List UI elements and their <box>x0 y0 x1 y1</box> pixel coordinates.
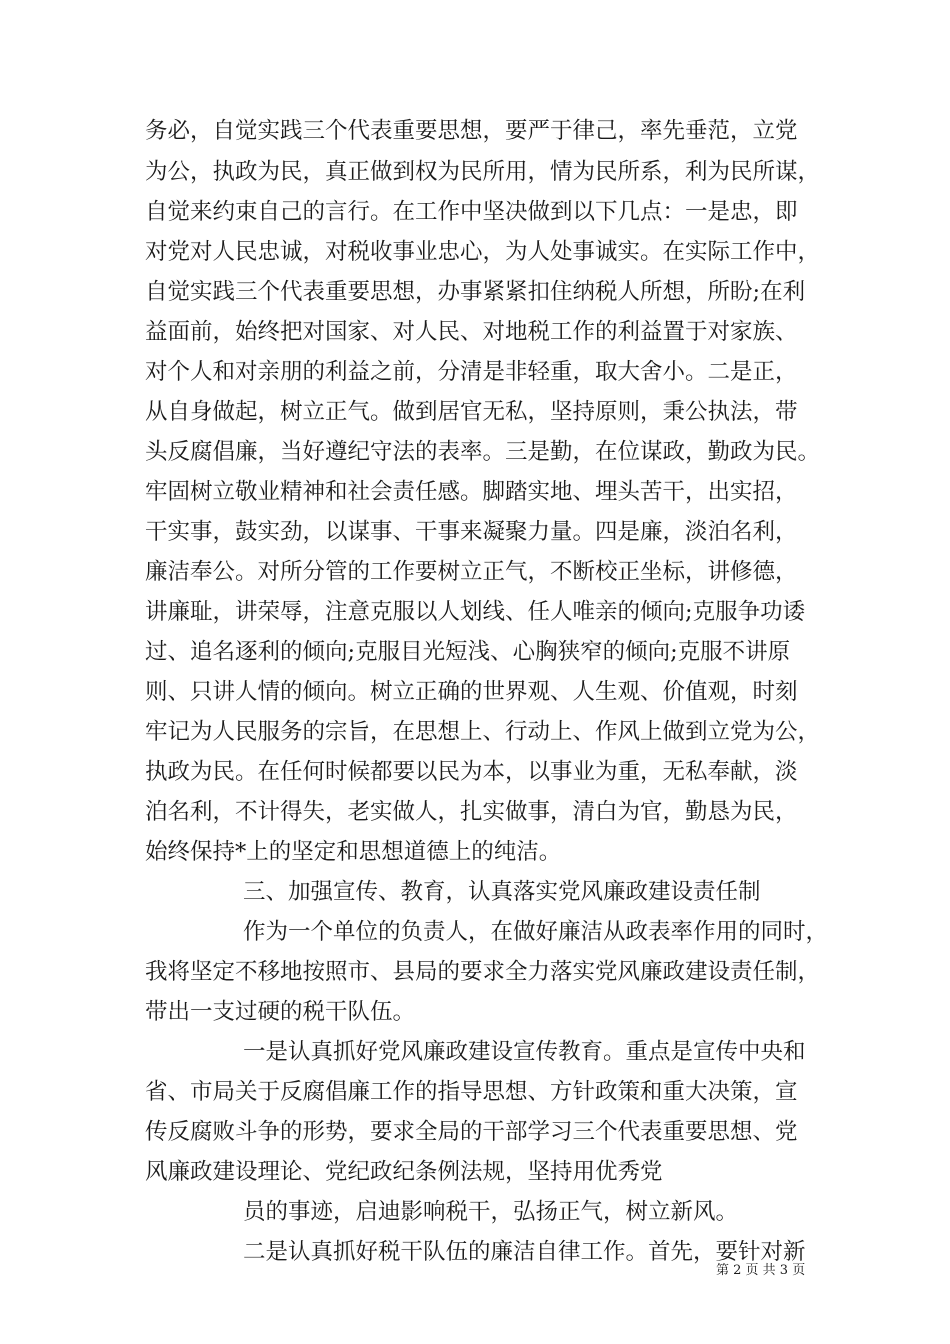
text-line: 对党对人民忠诚，对税收事业忠心，为人处事诚实。在实际工作中， <box>145 239 821 265</box>
text-line: 对个人和对亲朋的利益之前，分清是非轻重，取大舍小。二是正， <box>145 359 798 385</box>
section-heading: 三、加强宣传、教育，认真落实党风廉政建设责任制 <box>243 879 761 905</box>
text-line: 二是认真抓好税干队伍的廉洁自律工作。首先，要针对新 <box>243 1239 806 1265</box>
text-line: 执政为民。在任何时候都要以民为本，以事业为重，无私奉献，淡 <box>145 759 798 785</box>
text-line: 自觉来约束自己的言行。在工作中坚决做到以下几点：一是忠，即 <box>145 199 798 225</box>
text-line: 则、只讲人情的倾向。树立正确的世界观、人生观、价值观，时刻 <box>145 679 798 705</box>
text-line: 风廉政建设理论、党纪政纪条例法规，坚持用优秀党 <box>145 1159 663 1185</box>
text-line: 作为一个单位的负责人，在做好廉洁从政表率作用的同时， <box>243 919 829 945</box>
text-line: 始终保持*上的坚定和思想道德上的纯洁。 <box>145 839 562 865</box>
page-number-footer: 第 2 页 共 3 页 <box>716 1263 806 1278</box>
text-line: 为公，执政为民，真正做到权为民所用，情为民所系，利为民所谋， <box>145 159 821 185</box>
text-line: 一是认真抓好党风廉政建设宣传教育。重点是宣传中央和 <box>243 1039 806 1065</box>
text-line: 务必，自觉实践三个代表重要思想，要严于律己，率先垂范，立党 <box>145 118 798 144</box>
text-line: 自觉实践三个代表重要思想，办事紧紧扣住纳税人所想，所盼;在利 <box>145 279 806 305</box>
text-line: 员的事迹，启迪影响税干，弘扬正气，树立新风。 <box>243 1199 739 1225</box>
text-line: 牢记为人民服务的宗旨，在思想上、行动上、作风上做到立党为公， <box>145 719 821 745</box>
text-line: 廉洁奉公。对所分管的工作要树立正气，不断校正坐标，讲修德， <box>145 559 798 585</box>
text-line: 牢固树立敬业精神和社会责任感。脚踏实地、埋头苦干，出实招， <box>145 479 798 505</box>
text-line: 干实事，鼓实劲，以谋事、干事来凝聚力量。四是廉，淡泊名利， <box>145 519 798 545</box>
text-line: 头反腐倡廉，当好遵纪守法的表率。三是勤，在位谋政，勤政为民。 <box>145 439 821 465</box>
text-line: 带出一支过硬的税干队伍。 <box>145 999 416 1025</box>
text-line: 我将坚定不移地按照市、县局的要求全力落实党风廉政建设责任制， <box>145 959 821 985</box>
text-line: 讲廉耻，讲荣辱，注意克服以人划线、任人唯亲的倾向;克服争功诿 <box>145 599 806 625</box>
text-line: 泊名利，不计得失，老实做人，扎实做事，清白为官，勤恳为民， <box>145 799 798 825</box>
text-line: 传反腐败斗争的形势，要求全局的干部学习三个代表重要思想、党 <box>145 1119 798 1145</box>
text-line: 益面前，始终把对国家、对人民、对地税工作的利益置于对家族、 <box>145 319 798 345</box>
text-line: 过、追名逐利的倾向;克服目光短浅、心胸狭窄的倾向;克服不讲原 <box>145 639 791 665</box>
text-line: 从自身做起，树立正气。做到居官无私，坚持原则，秉公执法，带 <box>145 399 798 425</box>
text-line: 省、市局关于反腐倡廉工作的指导思想、方针政策和重大决策，宣 <box>145 1079 798 1105</box>
